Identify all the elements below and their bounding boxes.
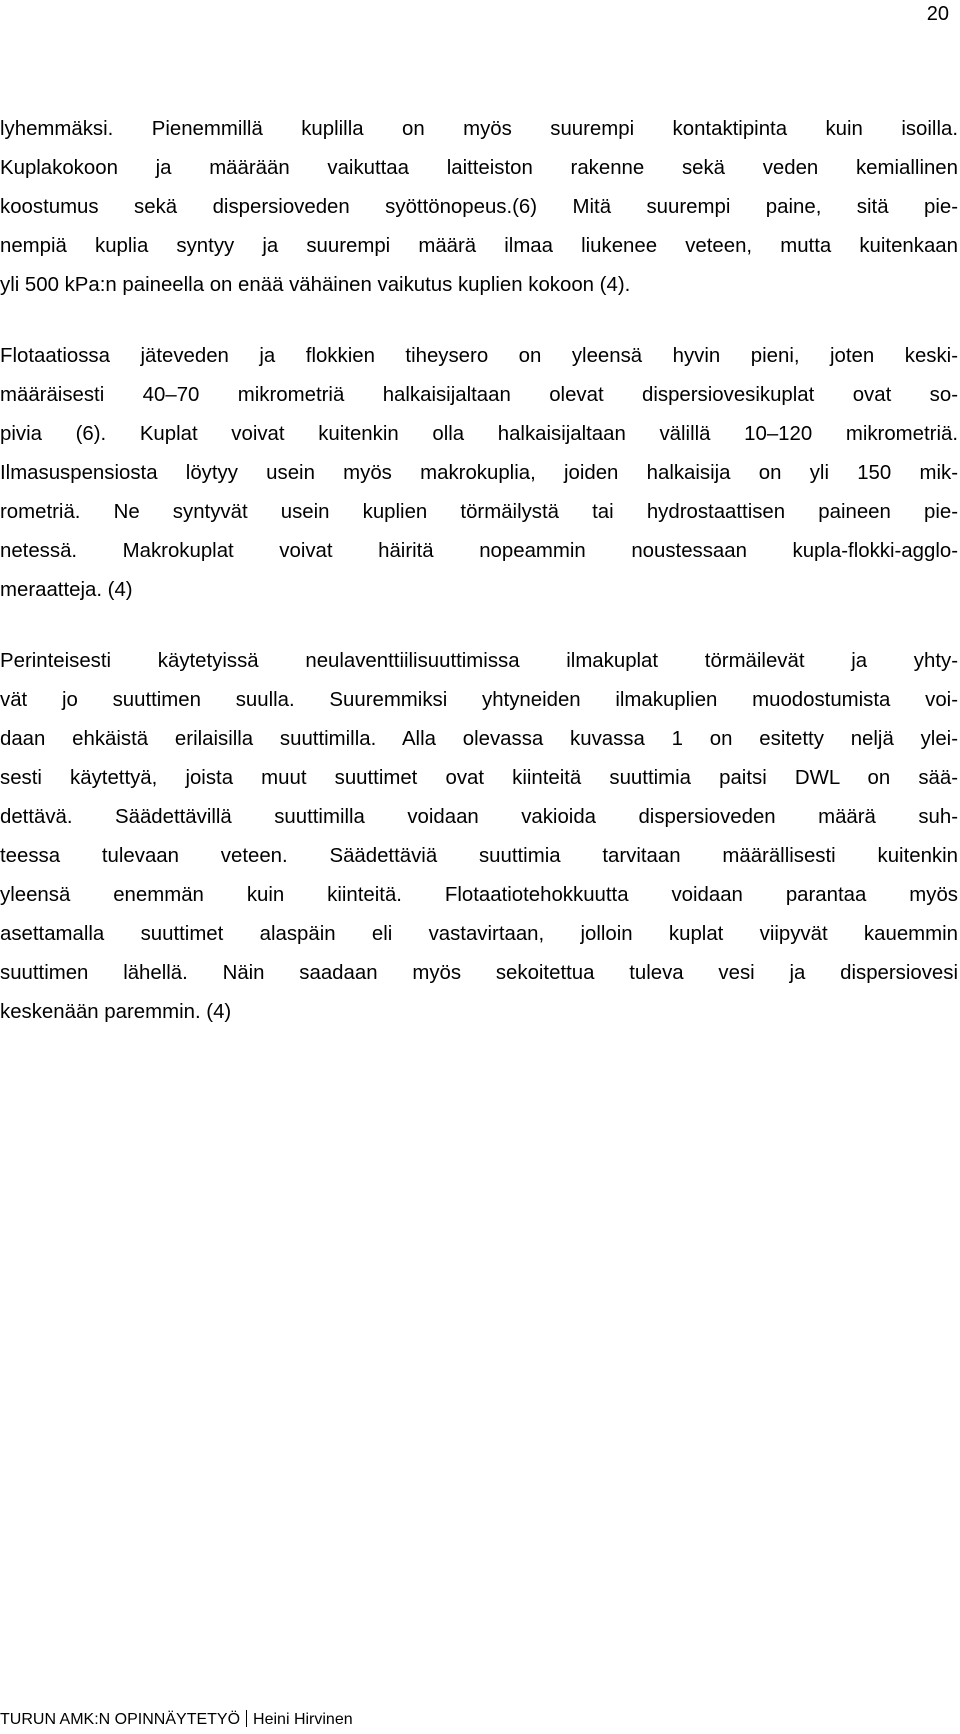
footer-publication: TURUN AMK:N OPINNÄYTETYÖ	[0, 1711, 241, 1728]
text-line: dettävä. Säädettävillä suuttimilla voidaan vakioida dispersioveden määrä suh-	[0, 806, 958, 828]
paragraph-3	[0, 642, 958, 1032]
text-line: nempiä kuplia syntyy ja suurempi määrä ilmaa liukenee veteen, mutta kuitenkaan	[0, 235, 958, 257]
text-line: Ilmasuspensiosta löytyy usein myös makrokuplia, joiden halkaisija on yli 150 mik-	[0, 462, 958, 484]
text-line: sesti käytettyä, joista muut suuttimet ovat kiinteitä suuttimia paitsi DWL on sää-	[0, 767, 958, 789]
text-line: vät jo suuttimen suulla. Suuremmiksi yhtyneiden ilmakuplien muodostumista voi-	[0, 689, 958, 711]
text-line: lyhemmäksi. Pienemmillä kuplilla on myös suurempi kontaktipinta kuin isoilla.	[0, 118, 958, 140]
text-line: rometriä. Ne syntyvät usein kuplien törmäilystä tai hydrostaattisen paineen pie-	[0, 501, 958, 523]
text-line: Flotaatiossa jäteveden ja flokkien tiheysero on yleensä hyvin pieni, joten keski-	[0, 345, 958, 367]
text-line: yleensä enemmän kuin kiinteitä. Flotaatiotehokkuutta voidaan parantaa myös	[0, 884, 958, 906]
text-line: suuttimen lähellä. Näin saadaan myös sekoitettua tuleva vesi ja dispersiovesi	[0, 962, 958, 984]
text-line: määräisesti 40–70 mikrometriä halkaisijaltaan olevat dispersiovesikuplat ovat so-	[0, 384, 958, 406]
footer-author: Heini Hirvinen	[253, 1711, 353, 1728]
text-line: teessa tulevaan veteen. Säädettäviä suuttimia tarvitaan määrällisesti kuitenkin	[0, 845, 958, 867]
text-line: netessä. Makrokuplat voivat häiritä nopeammin noustessaan kupla-flokki-agglo-	[0, 540, 958, 562]
text-line: koostumus sekä dispersioveden syöttönopeus.(6) Mitä suurempi paine, sitä pie-	[0, 196, 958, 218]
paragraph-2	[0, 337, 958, 610]
text-line: meraatteja. (4)	[0, 579, 133, 601]
footer-separator	[246, 1710, 247, 1727]
text-line: pivia (6). Kuplat voivat kuitenkin olla halkaisijaltaan välillä 10–120 mikrometriä.	[0, 423, 958, 445]
text-line: yli 500 kPa:n paineella on enää vähäinen vaikutus kuplien kokoon (4).	[0, 274, 631, 296]
body-text	[0, 110, 958, 1064]
text-line: asettamalla suuttimet alaspäin eli vastavirtaan, jolloin kuplat viipyvät kauemmin	[0, 923, 958, 945]
page-number: 20	[926, 3, 949, 25]
paragraph-1	[0, 110, 958, 305]
text-line: Kuplakokoon ja määrään vaikuttaa laitteiston rakenne sekä veden kemiallinen	[0, 157, 958, 179]
text-line: daan ehkäistä erilaisilla suuttimilla. Alla olevassa kuvassa 1 on esitetty neljä ylei-	[0, 728, 958, 750]
text-line: Perinteisesti käytetyissä neulaventtiilisuuttimissa ilmakuplat törmäilevät ja yhty-	[0, 650, 958, 672]
page-footer	[0, 1710, 353, 1730]
text-line: keskenään paremmin. (4)	[0, 1001, 232, 1023]
